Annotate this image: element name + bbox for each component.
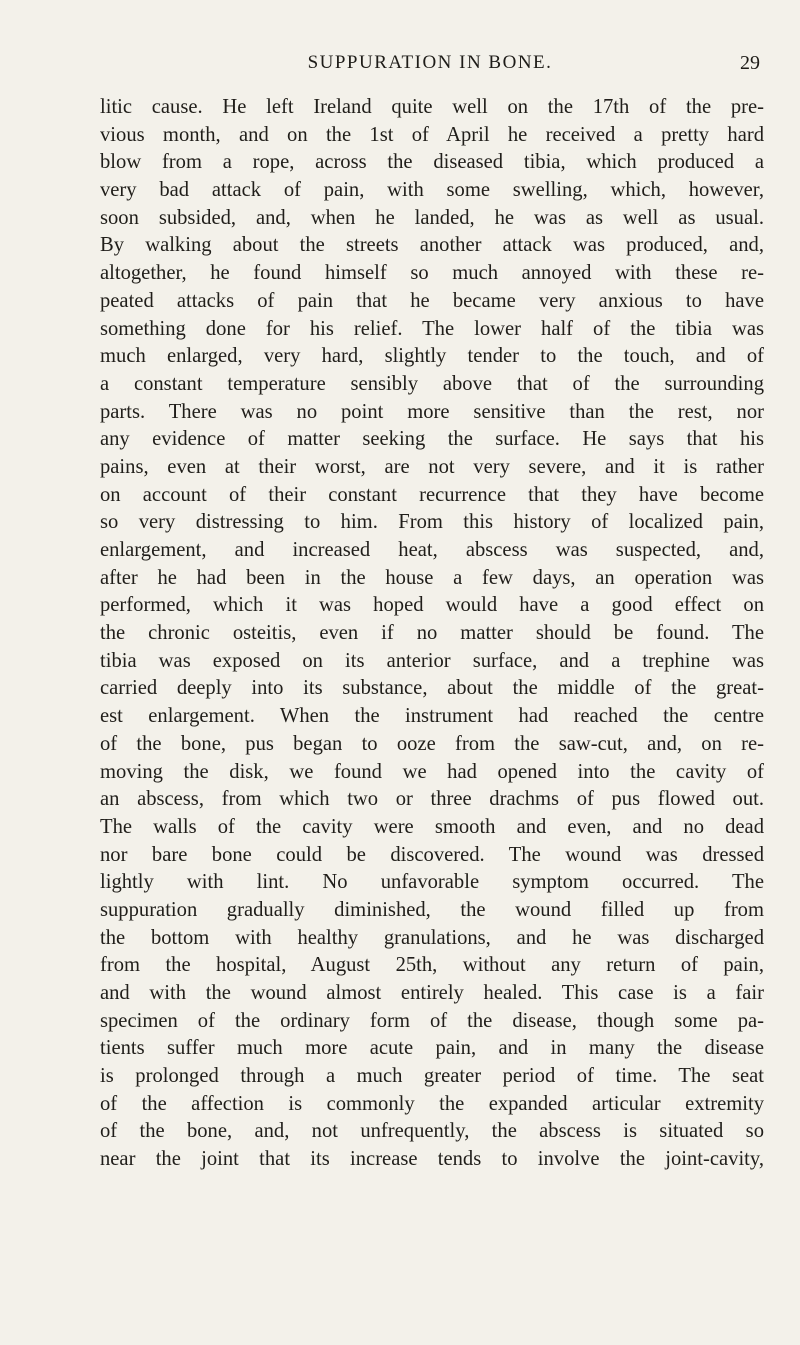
text-line: nor bare bone could be discovered. The wound was dressed (100, 843, 764, 866)
text-line: an abscess, from which two or three drachms of pus flowed out. (100, 788, 764, 811)
text-line: tibia was exposed on its anterior surface, and a trephine was (100, 649, 764, 672)
text-line: tients suffer much more acute pain, and in many the disease (100, 1037, 764, 1060)
text-line: of the affection is commonly the expanded articular extremity (100, 1092, 764, 1115)
text-line: is prolonged through a much greater period of time. The seat (100, 1065, 764, 1088)
running-title: SUPPURATION IN BONE. (307, 52, 553, 73)
text-line: near the joint that its increase tends to involve the joint-cavity, (100, 1148, 764, 1171)
running-head (100, 50, 760, 80)
text-line: and with the wound almost entirely healed. This case is a fair (100, 982, 764, 1004)
text-line: parts. There was no point more sensitive than the rest, nor (100, 400, 764, 423)
text-line: from the hospital, August 25th, without any return of pain, (100, 954, 764, 977)
text-line: By walking about the streets another attack was produced, and, (100, 234, 764, 257)
text-line: after he had been in the house a few days, an operation was (100, 566, 764, 589)
text-line: a constant temperature sensibly above that of the surrounding (100, 372, 764, 395)
text-line: the chronic osteitis, even if no matter should be found. The (100, 622, 764, 645)
text-line: enlargement, and increased heat, abscess was suspected, and, (100, 539, 764, 561)
page-number: 29 (740, 52, 760, 74)
text-line: altogether, he found himself so much annoyed with these re- (100, 262, 764, 285)
body-text (100, 94, 764, 1174)
text-line: the bottom with healthy granulations, and he was discharged (100, 926, 764, 949)
text-line: blow from a rope, across the diseased tibia, which produced a (100, 151, 764, 174)
text-line: very bad attack of pain, with some swelling, which, however, (100, 179, 764, 202)
text-line: specimen of the ordinary form of the disease, though some pa- (100, 1009, 764, 1032)
text-line: of the bone, and, not unfrequently, the abscess is situated so (100, 1120, 764, 1143)
text-line: soon subsided, and, when he landed, he was as well as usual. (100, 206, 764, 229)
text-line: lightly with lint. No unfavorable symptom occurred. The (100, 871, 764, 894)
text-line: suppuration gradually diminished, the wound filled up from (100, 898, 764, 921)
text-line: peated attacks of pain that he became very anxious to have (100, 289, 764, 312)
text-line: moving the disk, we found we had opened into the cavity of (100, 760, 764, 783)
text-line: carried deeply into its substance, about the middle of the great- (100, 677, 764, 700)
text-line: so very distressing to him. From this history of localized pain, (100, 511, 764, 534)
text-line: something done for his relief. The lower half of the tibia was (100, 317, 764, 340)
text-line: much enlarged, very hard, slightly tender to the touch, and of (100, 345, 764, 368)
text-line: any evidence of matter seeking the surface. He says that his (100, 428, 764, 451)
text-line: of the bone, pus began to ooze from the saw-cut, and, on re- (100, 732, 764, 755)
text-line: pains, even at their worst, are not very severe, and it is rather (100, 455, 764, 478)
text-line: est enlargement. When the instrument had reached the centre (100, 705, 764, 728)
text-line: The walls of the cavity were smooth and even, and no dead (100, 815, 764, 838)
text-line: performed, which it was hoped would have a good effect on (100, 594, 764, 617)
text-line: vious month, and on the 1st of April he received a pretty hard (100, 123, 764, 146)
text-line: on account of their constant recurrence that they have become (100, 483, 764, 506)
text-line: litic cause. He left Ireland quite well on the 17th of the pre- (100, 96, 764, 118)
